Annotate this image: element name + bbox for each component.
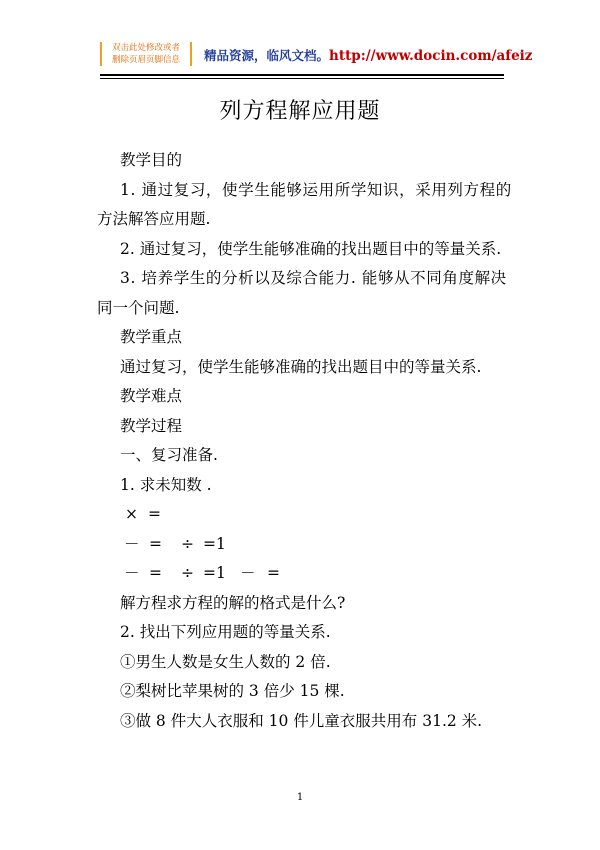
equation-line-1 [97,500,517,530]
equation-symbol: － [240,564,256,582]
exercise-title: 1. 求未知数 . [120,475,212,494]
paragraph-line: 通过复习，使学生能够准确的找出题目中的等量关系. [120,357,482,376]
paragraph-line: 解方程求方程的解的格式是什么? [120,593,346,612]
paragraph-line: 3. 培养学生的分析以及综合能力. 能够从不同角度解决 [120,269,507,287]
equation-symbol: =1 [203,564,226,582]
header-rule-thin [100,78,504,79]
page-number: 1 [296,792,304,803]
list-item: ①男生人数是女生人数的 2 倍. [120,652,331,671]
heading-teaching-goals: 教学目的 [120,151,183,169]
equation-line-2 [97,530,517,560]
equation-symbol: = [149,534,162,553]
paragraph-line: 方法解答应用题. [97,210,211,228]
header-text [204,46,532,64]
equation-symbol: ÷ [181,534,194,553]
equation-symbol: × [125,505,138,523]
list-item: ③做 8 件大人衣服和 10 件儿童衣服共用布 31.2 米. [120,711,483,730]
exercise-title: 2. 找出下列应用题的等量关系. [120,623,331,641]
equation-symbol: － [124,534,140,553]
section-review: 一、复习准备. [120,446,218,464]
equation-symbol: = [267,564,280,582]
header-slogan: 精品资源，临风文档。 [204,48,330,63]
equation-symbol: = [148,505,161,523]
document-title: 列方程解应用题 [219,99,381,124]
header-rule-thick [100,74,504,76]
paragraph-line: 同一个问题. [97,298,180,317]
equation-symbol: － [124,564,140,582]
heading-key-points: 教学重点 [120,328,183,346]
heading-process: 教学过程 [120,416,183,435]
equation-symbol: ÷ [181,564,194,582]
header-url[interactable]: http://www.docin.com/afeiz [329,48,533,64]
badge-line-1: 双击此处修改或者 [111,43,180,53]
paragraph-line: 2. 通过复习，使学生能够准确的找出题目中的等量关系. [120,239,502,258]
equation-symbol: = [149,564,162,582]
badge-line-2: 删除页眉页脚信息 [111,55,180,65]
equation-line-3 [97,559,517,589]
equation-symbol: =1 [203,534,226,553]
document-body [97,146,517,736]
paragraph-line: 1. 通过复习，使学生能够运用所学知识，采用列方程的 [120,180,512,199]
list-item: ②梨树比苹果树的 3 倍少 15 棵. [120,682,345,700]
heading-difficulties: 教学难点 [120,387,183,405]
header-edit-badge[interactable] [100,42,192,66]
